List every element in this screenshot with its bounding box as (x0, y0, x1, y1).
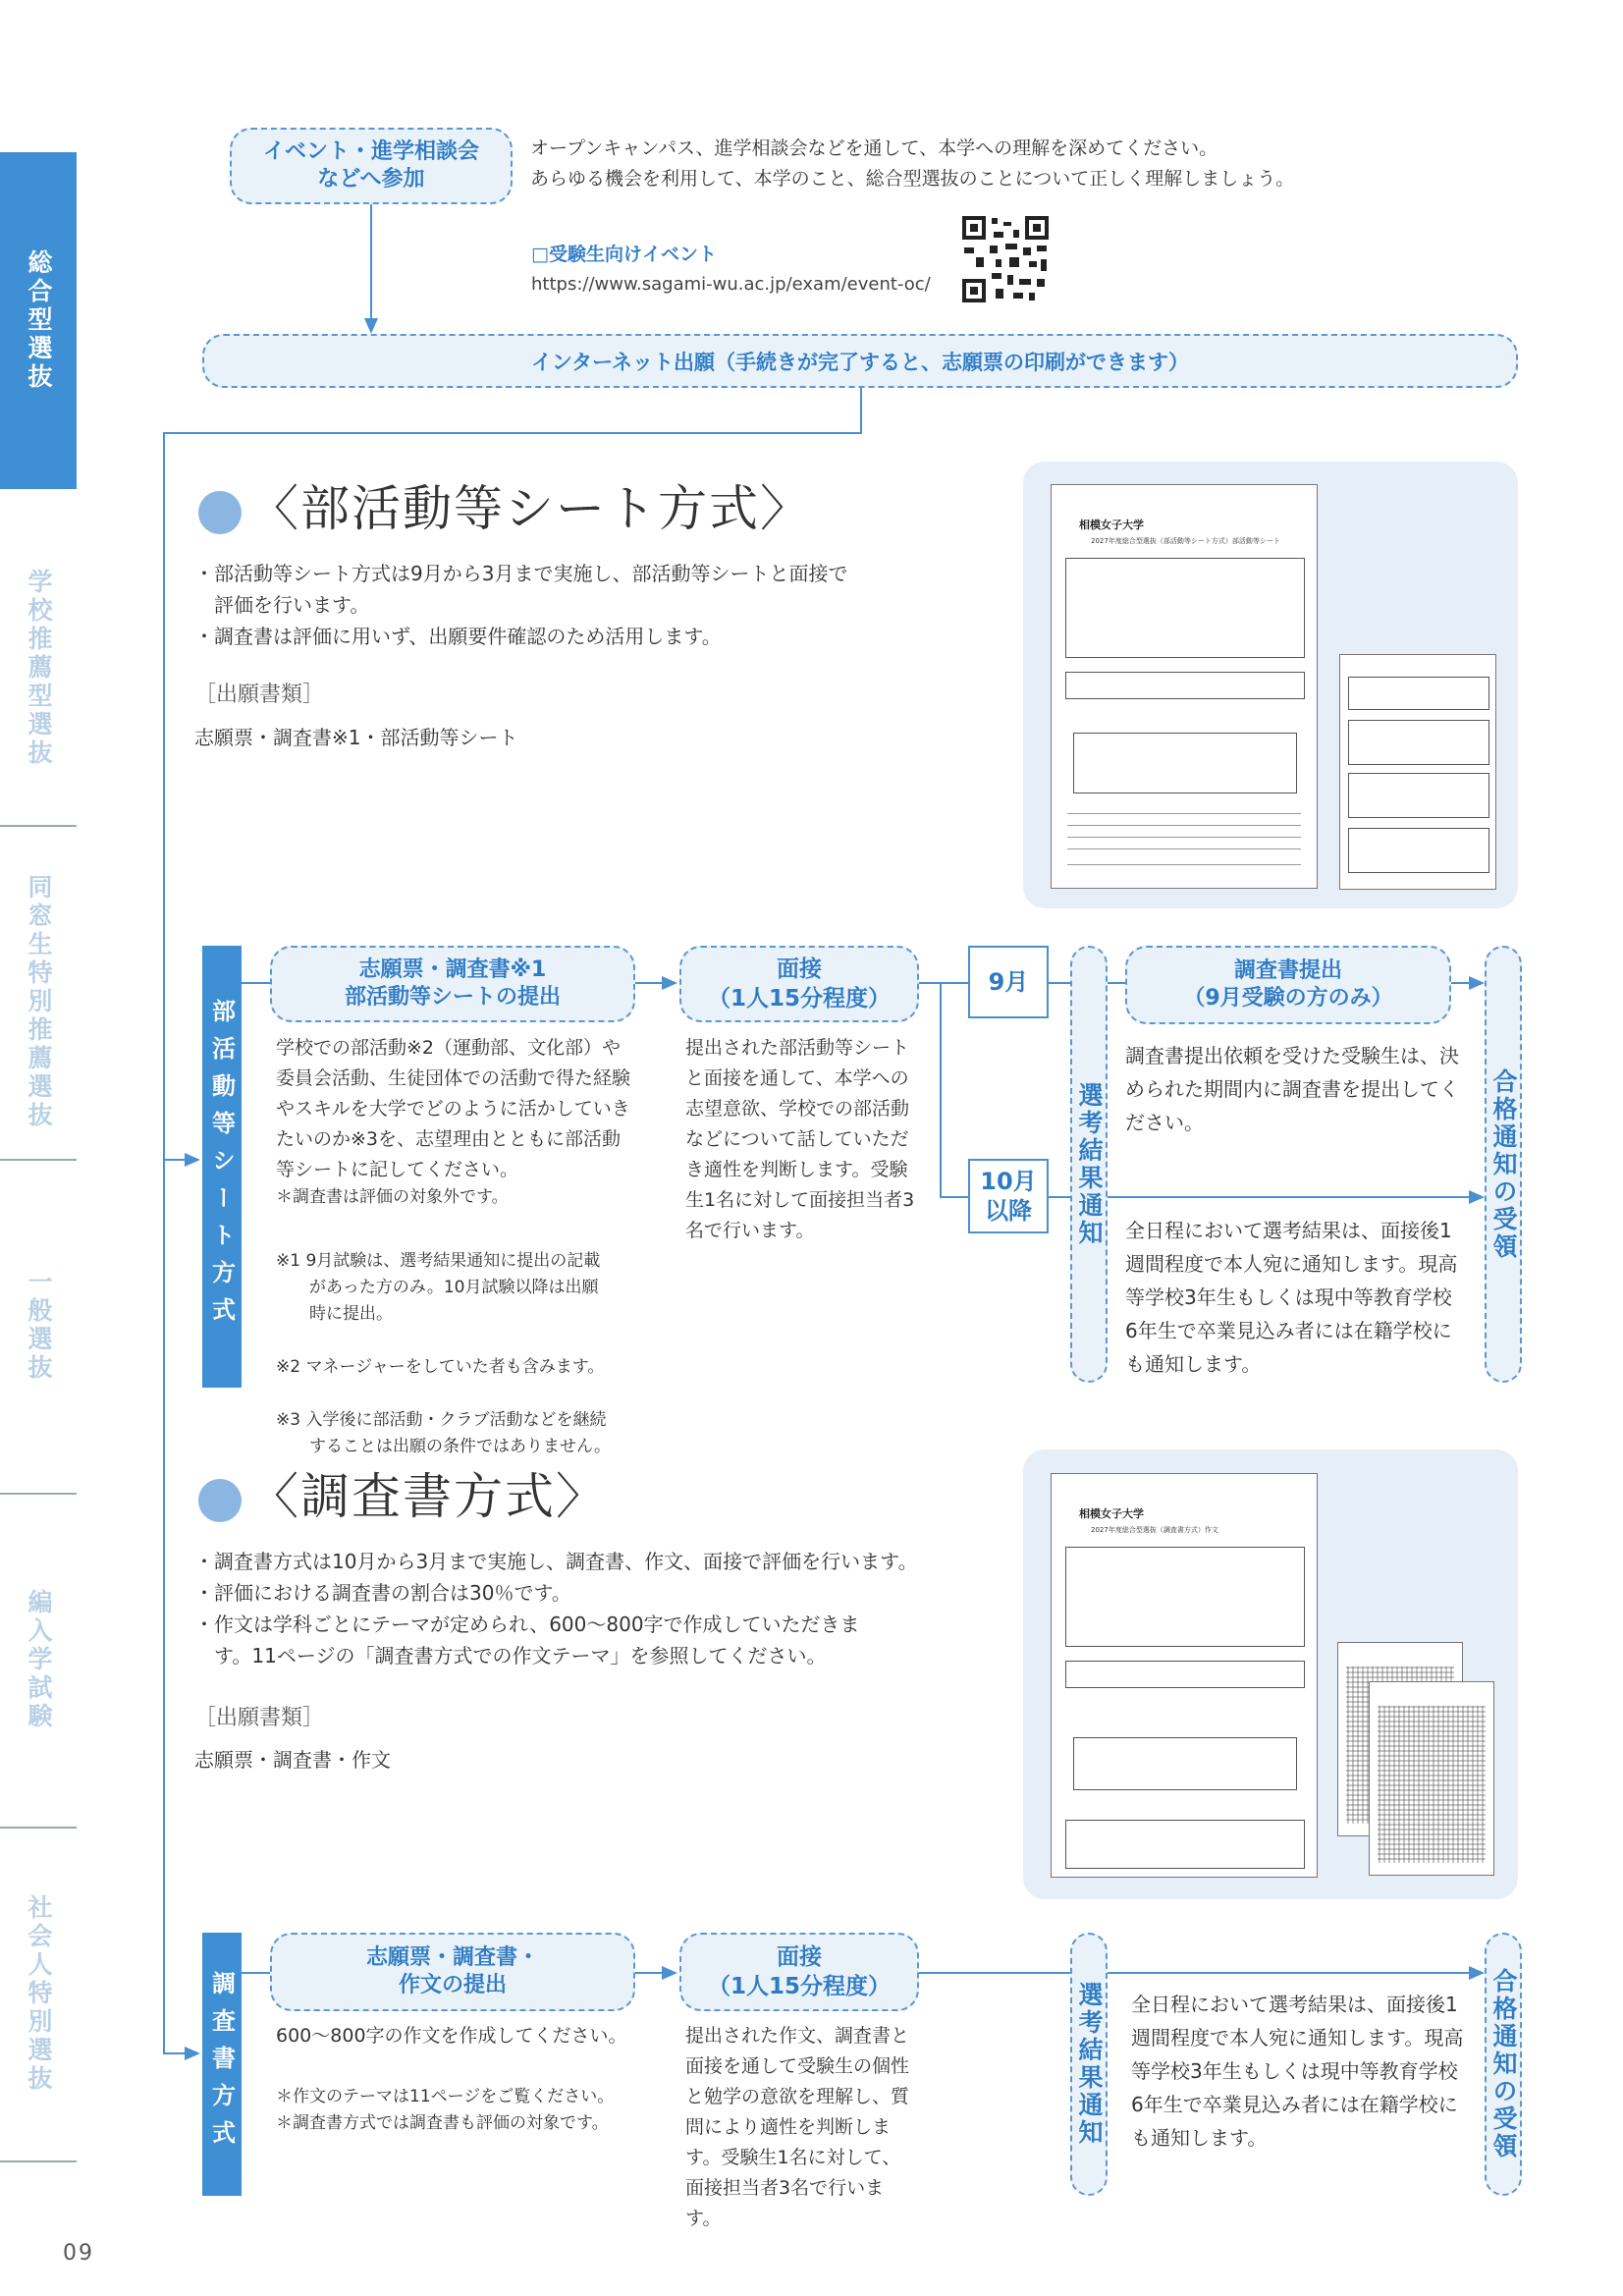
report-section-title: 〈調査書方式〉 (198, 1457, 607, 1528)
sidebar-divider (0, 1493, 77, 1495)
event-description: オープンキャンパス、進学相談会などを通して、本学への理解を深めてください。 あらゆる機会を利用して、本学のこと、総合型選抜のことについて正しく理解しましょう。 (530, 137, 1295, 190)
connector-line (1108, 1972, 1473, 1974)
sample-table (1065, 558, 1305, 658)
connector-line (242, 1972, 271, 1974)
arrow-right-icon (662, 976, 677, 990)
sidebar-divider (0, 1159, 77, 1161)
club-step3-text: 調査書提出依頼を受けた受験生は、決められた期間内に調査書を提出してください。 (1125, 1044, 1459, 1134)
connector-line (1049, 982, 1070, 984)
club-docs-heading: ［出願書類］ (194, 683, 325, 707)
sample-form-title: 2027年度総合型選抜（部活動等シート方式）部活動等シート (1091, 537, 1280, 545)
connector-line (163, 1159, 187, 1161)
sidebar-tab-transfer[interactable]: 編入学試験 (25, 1588, 53, 1731)
club-section-title: 〈部活動等シート方式〉 (198, 469, 811, 540)
sample-essay-sheet (1369, 1681, 1494, 1876)
sample-table (1065, 1820, 1305, 1869)
report-method-bar: 調査書方式 (202, 1933, 242, 2196)
connector-line (860, 388, 862, 432)
club-step3-box: 調査書提出 （9月受験の方のみ） (1125, 946, 1451, 1024)
report-step2-box: 面接 （1人15分程度） (679, 1933, 919, 2011)
page-number: 09 (63, 2241, 94, 2266)
report-step1-text: 600～800字の作文を作成してください。 (276, 2025, 627, 2047)
connector-line (919, 982, 968, 984)
bullet-dot-icon (198, 1479, 242, 1522)
sample-textarea (1073, 733, 1297, 793)
report-step1-notes: ＊作文のテーマは11ページをご覧ください。 ＊調査書方式では調査書も評価の対象です。 (276, 2087, 615, 2133)
report-description: ・調査書方式は10月から3月まで実施し、調査書、作文、面接で評価を行います。 ・評価における調査書の割合は30％です。 ・作文は学科ごとにテーマが定められ、600～800字で作成していただきま す。11ページの「調査書方式での作文テーマ」を参照してください。 (194, 1550, 918, 1667)
sidebar-tab-working-adult[interactable]: 社会人特別選抜 (25, 1893, 53, 2094)
report-step2-text: 提出された作文、調査書と面接を通して受験生の個性と勉学の意欲を理解し、質問により適性を判断します。受験生1名に対して、面接担当者3名で行います。 (685, 2025, 910, 2229)
club-october-text: 全日程において選考結果は、面接後1週間程度で本人宛に通知します。現高等学校3年生もしくは現中等教育学校6年生で卒業見込み者には在籍学校にも通知します。 (1125, 1219, 1458, 1376)
connector-line (940, 982, 942, 1198)
event-link-label: □受験生向けイベント (531, 244, 717, 265)
arrow-right-icon (662, 1966, 677, 1980)
club-description: ・部活動等シート方式は9月から3月まで実施し、部活動等シートと面接で 評価を行います。 ・調査書は評価に用いず、出願要件確認のため活用します。 (194, 562, 848, 648)
sample-table (1065, 672, 1305, 699)
qr-code-icon (960, 214, 1051, 304)
connector-line (940, 1196, 969, 1198)
sample-textarea (1073, 1737, 1297, 1790)
arrow-down-icon (364, 318, 378, 334)
month-october-label: 10月 以降 (968, 1159, 1049, 1233)
report-result-text: 全日程において選考結果は、面接後1週間程度で本人宛に通知します。現高等学校3年生もしくは現中等教育学校6年生で卒業見込み者には在籍学校にも通知します。 (1131, 1993, 1464, 2150)
arrow-right-icon (1469, 1966, 1485, 1980)
club-final-notice: 合格通知の受領 (1485, 946, 1522, 1383)
club-result-notice: 選考結果通知 (1070, 946, 1108, 1383)
report-docs-heading: ［出願書類］ (194, 1706, 325, 1730)
connector-line (1049, 1196, 1070, 1198)
club-step1-box: 志願票・調査書※1 部活動等シートの提出 (270, 946, 635, 1022)
event-box: イベント・進学相談会 などへ参加 (230, 128, 513, 204)
club-step2-text: 提出された部活動等シートと面接を通して、本学への志望意欲、学校での部活動などについて話していただき適性を判断します。受験生1名に対して面接担当者3名で行います。 (685, 1037, 915, 1241)
connector-line (163, 432, 862, 434)
sidebar-divider (0, 825, 77, 827)
bullet-dot-icon (198, 491, 242, 534)
sidebar-tab-school-recommend[interactable]: 学校推薦型選抜 (25, 568, 53, 768)
sidebar-tab-alumni[interactable]: 同窓生特別推薦選抜 (25, 873, 53, 1130)
connector-line (1108, 1196, 1473, 1198)
connector-line (163, 2052, 187, 2054)
club-step1-text: 学校での部活動※2（運動部、文化部）や委員会活動、生徒団体での活動で得た経験やスキルを大学でどのように活かしていきたいのか※3を、志望理由とともに部活動等シートに記してください。 (276, 1037, 631, 1180)
sidebar-tab-general[interactable]: 一般選抜 (25, 1269, 53, 1383)
sample-univ-name: 相模女子大学 (1079, 519, 1144, 531)
arrow-right-icon (185, 1153, 200, 1167)
sample-club-sheet (1051, 484, 1318, 889)
sidebar-divider (0, 1827, 77, 1829)
internet-application-box: インターネット出願（手続きが完了すると、志願票の印刷ができます） (202, 334, 1518, 388)
connector-line (919, 1972, 1070, 1974)
report-final-notice: 合格通知の受領 (1485, 1933, 1522, 2196)
connector-line (370, 204, 372, 322)
club-footnotes: ※1 9月試験は、選考結果通知に提出の記載 があった方のみ。10月試験以降は出願 時に提出。 ※2 マネージャーをしていた者も含みます。 ※3 入学後に部活動・クラブ活動などを継続 することは出願の条件ではありません。 (276, 1251, 612, 1456)
connector-line (1108, 982, 1125, 984)
sample-form-title: 2027年度総合型選抜（調査書方式）作文 (1091, 1526, 1218, 1534)
club-method-bar: 部活動等シート方式 (202, 946, 242, 1388)
sidebar-active-label: 総合型選抜 (25, 249, 53, 392)
arrow-right-icon (1469, 1190, 1485, 1204)
club-step2-box: 面接 （1人15分程度） (679, 946, 919, 1022)
sidebar-divider (0, 2160, 77, 2162)
report-docs-list: 志願票・調査書・作文 (194, 1748, 391, 1772)
connector-line (635, 982, 665, 984)
connector-line (635, 1972, 665, 1974)
connector-line (242, 982, 271, 984)
club-docs-list: 志願票・調査書※1・部活動等シート (194, 726, 518, 749)
event-url[interactable]: https://www.sagami-wu.ac.jp/exam/event-oc/ (531, 274, 931, 295)
report-step1-box: 志願票・調査書・ 作文の提出 (270, 1933, 635, 2011)
arrow-right-icon (1469, 976, 1485, 990)
month-september-label: 9月 (968, 946, 1049, 1018)
sample-univ-name: 相模女子大学 (1079, 1507, 1144, 1520)
sample-table (1065, 1661, 1305, 1688)
sample-club-sheet-back (1339, 654, 1496, 890)
report-result-notice: 選考結果通知 (1070, 1933, 1108, 2196)
sample-report-sheet (1051, 1473, 1318, 1878)
sidebar-active-tab[interactable] (0, 152, 77, 489)
arrow-right-icon (185, 2047, 200, 2060)
club-step1-note: ＊調査書は評価の対象外です。 (276, 1187, 509, 1207)
sample-table (1065, 1547, 1305, 1647)
connector-line (163, 432, 165, 2052)
